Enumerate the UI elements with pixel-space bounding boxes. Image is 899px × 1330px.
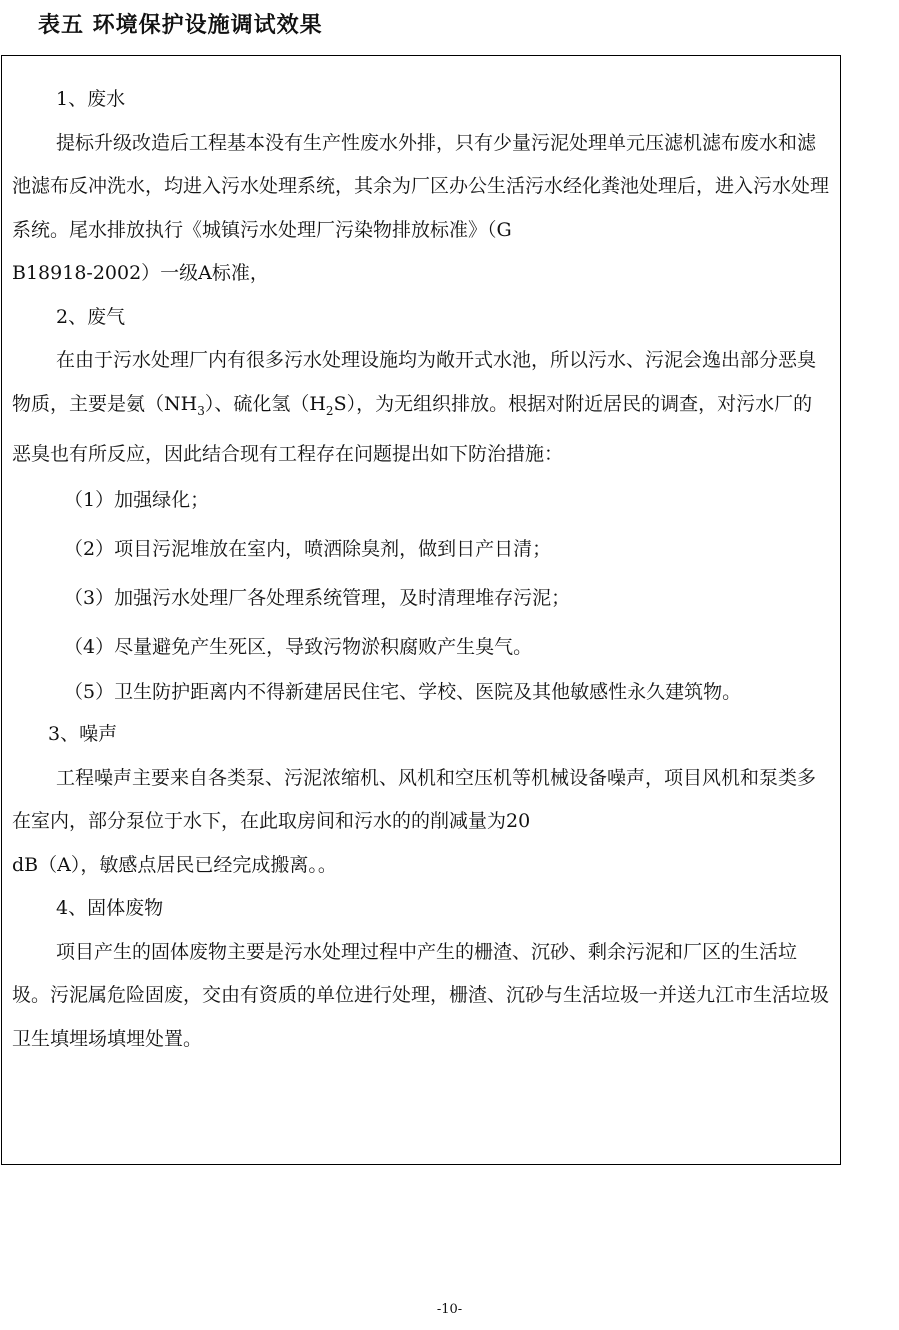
paragraph-noise: 工程噪声主要来自各类泵、污泥浓缩机、风机和空压机等机械设备噪声，项目风机和泵类多在室内，部分泵位于水下，在此取房间和污水的的削减量为20 bbox=[12, 766, 817, 833]
h2s-subscript: 2 bbox=[325, 403, 334, 418]
paragraph-wastewater-cont: B18918-2002）一级A标准， bbox=[12, 262, 269, 284]
section-heading-wastewater: 1、废水 bbox=[56, 88, 126, 110]
list-item: （2）项目污泥堆放在室内，喷洒除臭剂，做到日产日清； bbox=[64, 538, 552, 561]
page-title: 表五 环境保护设施调试效果 bbox=[38, 13, 323, 38]
exhaust-text-b: ）、硫化氢（H bbox=[204, 392, 326, 415]
exhaust-text-a: 在由于污水处理厂内有很多污水处理设施均为敞开式水池，所以污水、污泥会逸出部分恶臭物质，主要是氨（NH bbox=[12, 349, 817, 415]
list-item: （5）卫生防护距离内不得新建居民住宅、学校、医院及其他敏感性永久建筑物。 bbox=[64, 681, 742, 704]
section-heading-exhaust: 2、废气 bbox=[56, 305, 126, 328]
content-box bbox=[1, 55, 841, 1165]
content-body bbox=[12, 78, 830, 1061]
paragraph-wastewater: 提标升级改造后工程基本没有生产性废水外排，只有少量污泥处理单元压滤机滤布废水和滤池滤布反冲洗水，均进入污水处理系统，其余为厂区办公生活污水经化粪池处理后，进入污水处理系统。尾水排放执行《城镇污水处理厂污染物排放标准》（G bbox=[12, 131, 830, 241]
list-item: （4）尽量避免产生死区，导致污物淤积腐败产生臭气。 bbox=[64, 636, 533, 659]
nh3-subscript: 3 bbox=[197, 403, 205, 418]
list-item: （1）加强绿化； bbox=[64, 489, 210, 512]
page-number: -10- bbox=[436, 1302, 463, 1317]
exhaust-text-c: S），为无组织排放。根据对附近居民的调查，对污水厂的恶臭也有所反应，因此结合现有工程存在问题提出如下防治措施： bbox=[12, 392, 813, 465]
paragraph-solid-waste: 项目产生的固体废物主要是污水处理过程中产生的栅渣、沉砂、剩余污泥和厂区的生活垃圾。污泥属危险固废，交由有资质的单位进行处理，栅渣、沉砂与生活垃圾一并送九江市生活垃圾卫生填埋场填埋处置。 bbox=[12, 940, 830, 1050]
list-item: （3）加强污水处理厂各处理系统管理，及时清理堆存污泥； bbox=[64, 587, 571, 610]
section-heading-solid-waste: 4、固体废物 bbox=[56, 897, 164, 920]
paragraph-exhaust bbox=[12, 339, 830, 476]
paragraph-noise-cont: dB（A），敏感点居民已经完成搬离。。 bbox=[12, 853, 337, 876]
section-heading-noise: 3、噪声 bbox=[48, 723, 118, 746]
